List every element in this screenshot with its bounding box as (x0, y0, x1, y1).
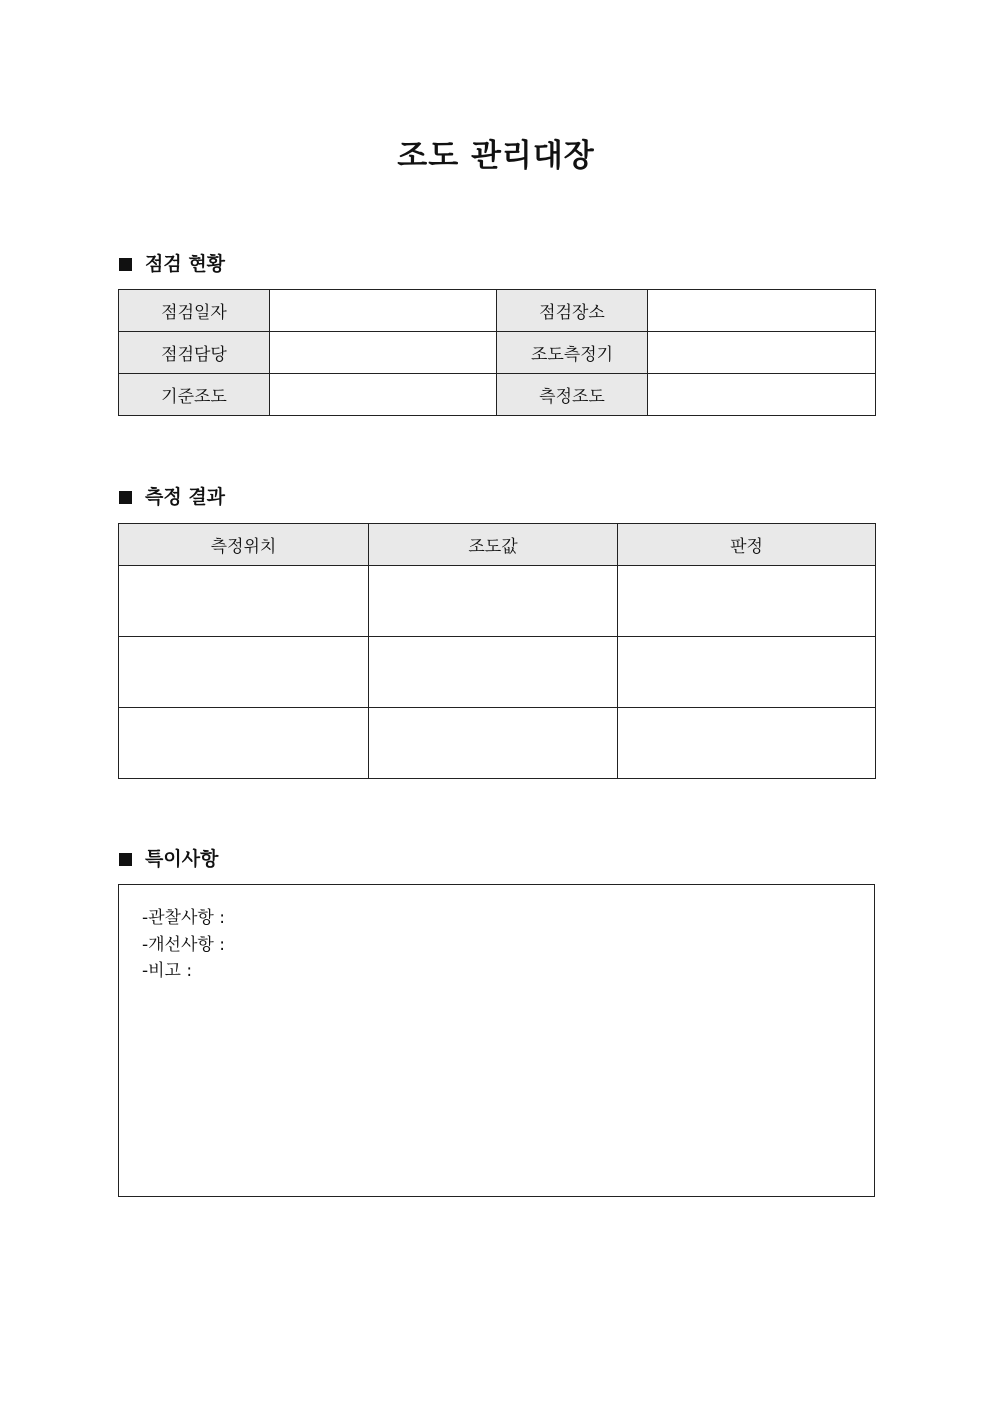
inspection-place-field[interactable] (648, 290, 876, 332)
table-row (119, 637, 876, 708)
table-row (119, 566, 876, 637)
remarks-note-line: -비고 : (142, 961, 193, 981)
remarks-box[interactable] (118, 884, 875, 1197)
inspector-field[interactable] (270, 332, 497, 374)
table-header-row (119, 524, 876, 566)
label-illuminance-meter: 조도측정기 (497, 332, 648, 374)
table-row (119, 332, 876, 374)
section-heading-label: 측정 결과 (145, 486, 226, 508)
illuminance-value-cell[interactable] (369, 708, 618, 779)
section-heading-inspection-status (119, 251, 225, 277)
table-row (119, 708, 876, 779)
black-square-icon (119, 258, 132, 271)
table-row (119, 290, 876, 332)
label-standard-illuminance: 기준조도 (119, 374, 270, 416)
column-header-illuminance-value: 조도값 (369, 524, 618, 566)
page-title: 조도 관리대장 (397, 138, 595, 174)
table-row (119, 374, 876, 416)
judgment-cell[interactable] (618, 708, 876, 779)
black-square-icon (119, 853, 132, 866)
location-cell[interactable] (119, 637, 369, 708)
remarks-lines (142, 905, 225, 985)
measurement-results-table (118, 523, 876, 779)
standard-illuminance-field[interactable] (270, 374, 497, 416)
inspection-status-table (118, 289, 876, 416)
illuminance-value-cell[interactable] (369, 566, 618, 637)
measured-illuminance-field[interactable] (648, 374, 876, 416)
section-heading-label: 점검 현황 (145, 253, 226, 275)
column-header-location: 측정위치 (119, 524, 369, 566)
remarks-improvement-line: -개선사항 : (142, 934, 225, 955)
label-measured-illuminance: 측정조도 (497, 374, 648, 416)
location-cell[interactable] (119, 566, 369, 637)
section-heading-remarks (119, 846, 218, 872)
section-heading-measurement-results (119, 484, 225, 510)
label-inspector: 점검담당 (119, 332, 270, 374)
section-heading-label: 특이사항 (145, 848, 219, 870)
inspection-date-field[interactable] (270, 290, 497, 332)
black-square-icon (119, 491, 132, 504)
illuminance-value-cell[interactable] (369, 637, 618, 708)
judgment-cell[interactable] (618, 637, 876, 708)
illuminance-meter-field[interactable] (648, 332, 876, 374)
label-inspection-date: 점검일자 (119, 290, 270, 332)
remarks-observation-line: -관찰사항 : (142, 908, 225, 928)
judgment-cell[interactable] (618, 566, 876, 637)
location-cell[interactable] (119, 708, 369, 779)
label-inspection-place: 점검장소 (497, 290, 648, 332)
column-header-judgment: 판정 (618, 524, 876, 566)
